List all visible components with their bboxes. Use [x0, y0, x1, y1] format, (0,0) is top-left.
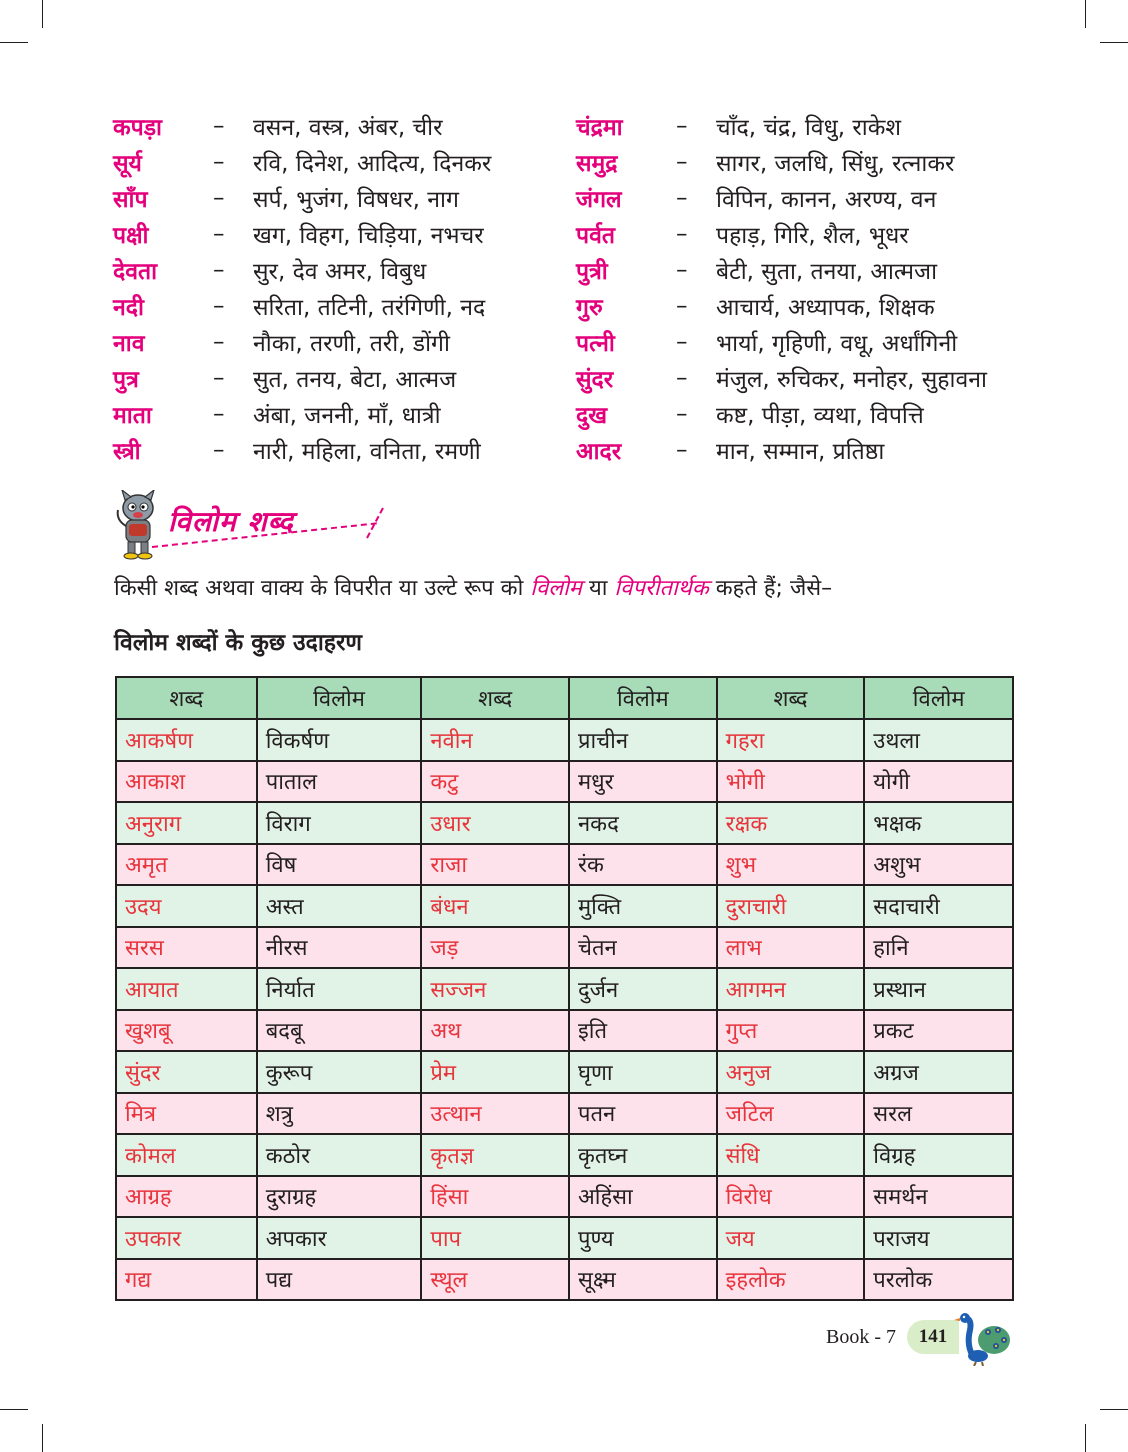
- antonym-cell: चेतन: [569, 927, 717, 969]
- synonym-row: [576, 180, 987, 216]
- synonym-dash: –: [676, 257, 688, 283]
- table-row: [116, 1051, 1013, 1093]
- antonym-cell: प्राचीन: [569, 719, 717, 761]
- synonym-list: सुर, देव अमर, विबुध: [253, 259, 427, 285]
- synonym-row: [113, 180, 491, 216]
- synonym-list: आचार्य, अध्यापक, शिक्षक: [716, 295, 935, 321]
- word-cell: सरस: [116, 927, 257, 969]
- synonym-word: देवता: [113, 259, 158, 285]
- table-row: [116, 1093, 1013, 1135]
- antonym-cell: बदबू: [257, 1010, 422, 1052]
- crop-mark: [42, 1424, 43, 1452]
- antonym-cell: मुक्ति: [569, 885, 717, 927]
- table-row: [116, 719, 1013, 761]
- synonym-list: सुत, तनय, बेटा, आत्मज: [253, 367, 457, 393]
- antonym-cell: परलोक: [864, 1259, 1013, 1301]
- synonym-row: [113, 108, 491, 144]
- word-cell: संधि: [717, 1134, 865, 1176]
- antonym-cell: अग्रज: [864, 1051, 1013, 1093]
- synonym-word: माता: [113, 403, 152, 429]
- synonym-list: सरिता, तटिनी, तरंगिणी, नद: [253, 295, 486, 321]
- word-cell: नवीन: [421, 719, 569, 761]
- table-row: [116, 1176, 1013, 1218]
- synonym-word: नदी: [113, 295, 144, 321]
- word-cell: सुंदर: [116, 1051, 257, 1093]
- table-header-row: [116, 677, 1013, 719]
- synonym-dash: –: [676, 437, 688, 463]
- synonym-list: मान, सम्मान, प्रतिष्ठा: [716, 439, 885, 465]
- synonym-dash: –: [676, 185, 688, 211]
- cartoon-cat-mascot-icon: [112, 490, 164, 560]
- synonym-word: दुख: [576, 403, 608, 429]
- column-header: शब्द: [717, 677, 865, 719]
- word-cell: रक्षक: [717, 802, 865, 844]
- synonym-dash: –: [213, 365, 225, 391]
- synonym-word: पुत्र: [113, 367, 139, 393]
- synonym-word: नाव: [113, 331, 145, 357]
- synonym-row: [576, 288, 987, 324]
- synonym-list: खग, विहग, चिड़िया, नभचर: [253, 223, 484, 249]
- antonym-cell: विग्रह: [864, 1134, 1013, 1176]
- table-row: [116, 761, 1013, 803]
- antonym-cell: नीरस: [257, 927, 422, 969]
- synonym-row: [113, 360, 491, 396]
- synonym-list: रवि, दिनेश, आदित्य, दिनकर: [253, 151, 492, 177]
- antonym-cell: नकद: [569, 802, 717, 844]
- synonym-word: समुद्र: [576, 151, 618, 177]
- table-row: [116, 885, 1013, 927]
- synonym-row: [113, 252, 491, 288]
- synonym-list: सागर, जलधि, सिंधु, रत्नाकर: [716, 151, 955, 177]
- word-cell: सज्जन: [421, 968, 569, 1010]
- antonym-cell: निर्यात: [257, 968, 422, 1010]
- synonym-word: पक्षी: [113, 223, 149, 249]
- synonym-list: मंजुल, रुचिकर, मनोहर, सुहावना: [716, 367, 987, 393]
- antonym-cell: अशुभ: [864, 844, 1013, 886]
- word-cell: आकर्षण: [116, 719, 257, 761]
- antonym-cell: घृणा: [569, 1051, 717, 1093]
- definition-text: [114, 572, 832, 602]
- word-cell: उत्थान: [421, 1093, 569, 1135]
- definition-part: किसी शब्द अथवा वाक्य के विपरीत या उल्टे रूप को: [114, 576, 531, 601]
- word-cell: भोगी: [717, 761, 865, 803]
- synonym-row: [576, 432, 987, 468]
- word-cell: कोमल: [116, 1134, 257, 1176]
- word-cell: आयात: [116, 968, 257, 1010]
- word-cell: स्थूल: [421, 1259, 569, 1301]
- table-row: [116, 1259, 1013, 1301]
- antonym-cell: सरल: [864, 1093, 1013, 1135]
- synonym-list: नौका, तरणी, तरी, डोंगी: [253, 331, 450, 357]
- synonym-row: [576, 108, 987, 144]
- synonym-row: [113, 324, 491, 360]
- synonym-dash: –: [213, 185, 225, 211]
- synonym-list: बेटी, सुता, तनया, आत्मजा: [716, 259, 938, 285]
- crop-mark: [1100, 1409, 1128, 1410]
- definition-part: या: [581, 576, 615, 601]
- synonym-dash: –: [676, 293, 688, 319]
- antonym-cell: विराग: [257, 802, 422, 844]
- column-header: विलोम: [864, 677, 1013, 719]
- antonym-cell: प्रकट: [864, 1010, 1013, 1052]
- synonym-dash: –: [213, 149, 225, 175]
- crop-mark: [0, 1409, 28, 1410]
- synonym-row: [576, 324, 987, 360]
- word-cell: मित्र: [116, 1093, 257, 1135]
- synonym-dash: –: [213, 437, 225, 463]
- antonyms-table: [115, 676, 1014, 1301]
- synonym-list: पहाड़, गिरि, शैल, भूधर: [716, 223, 909, 249]
- word-cell: उपकार: [116, 1217, 257, 1259]
- synonym-list: विपिन, कानन, अरण्य, वन: [716, 187, 937, 213]
- synonym-dash: –: [213, 329, 225, 355]
- section-heading: [112, 490, 402, 560]
- word-cell: जटिल: [717, 1093, 865, 1135]
- synonym-word: सुंदर: [576, 367, 614, 393]
- word-cell: पाप: [421, 1217, 569, 1259]
- word-cell: कटु: [421, 761, 569, 803]
- word-cell: आगमन: [717, 968, 865, 1010]
- antonym-cell: विष: [257, 844, 422, 886]
- word-cell: उधार: [421, 802, 569, 844]
- synonym-row: [576, 360, 987, 396]
- word-cell: अनुराग: [116, 802, 257, 844]
- synonym-list: सर्प, भुजंग, विषधर, नाग: [253, 187, 459, 213]
- synonym-dash: –: [676, 113, 688, 139]
- synonym-row: [113, 216, 491, 252]
- antonym-cell: अस्त: [257, 885, 422, 927]
- antonym-cell: दुराग्रह: [257, 1176, 422, 1218]
- word-cell: उदय: [116, 885, 257, 927]
- synonym-word: कपड़ा: [113, 115, 162, 141]
- antonym-cell: रंक: [569, 844, 717, 886]
- antonym-cell: भक्षक: [864, 802, 1013, 844]
- table-row: [116, 802, 1013, 844]
- crop-mark: [1085, 0, 1086, 28]
- word-cell: राजा: [421, 844, 569, 886]
- antonym-cell: समर्थन: [864, 1176, 1013, 1218]
- table-row: [116, 844, 1013, 886]
- word-cell: बंधन: [421, 885, 569, 927]
- definition-part: कहते हैं; जैसे–: [708, 576, 833, 601]
- synonym-list: नारी, महिला, वनिता, रमणी: [253, 439, 481, 465]
- word-cell: प्रेम: [421, 1051, 569, 1093]
- table-row: [116, 927, 1013, 969]
- synonym-word: सूर्य: [113, 151, 142, 177]
- antonym-cell: सदाचारी: [864, 885, 1013, 927]
- synonym-list: कष्ट, पीड़ा, व्यथा, विपत्ति: [716, 403, 924, 429]
- section-title: विलोम शब्द: [168, 505, 294, 538]
- antonym-cell: हानि: [864, 927, 1013, 969]
- word-cell: लाभ: [717, 927, 865, 969]
- antonym-cell: दुर्जन: [569, 968, 717, 1010]
- word-cell: शुभ: [717, 844, 865, 886]
- synonym-list: भार्या, गृहिणी, वधू, अर्धांगिनी: [716, 331, 958, 357]
- synonym-dash: –: [213, 293, 225, 319]
- column-header: शब्द: [421, 677, 569, 719]
- synonym-dash: –: [676, 221, 688, 247]
- table-row: [116, 1134, 1013, 1176]
- synonym-dash: –: [676, 149, 688, 175]
- synonym-word: पत्नी: [576, 331, 615, 357]
- synonym-row: [576, 144, 987, 180]
- synonym-dash: –: [676, 329, 688, 355]
- book-label: Book - 7: [826, 1326, 896, 1348]
- antonym-cell: पाताल: [257, 761, 422, 803]
- word-cell: गद्य: [116, 1259, 257, 1301]
- synonym-row: [113, 396, 491, 432]
- synonym-word: जंगल: [576, 187, 622, 213]
- column-header: विलोम: [257, 677, 422, 719]
- antonym-cell: कठोर: [257, 1134, 422, 1176]
- table-row: [116, 1217, 1013, 1259]
- antonym-cell: कुरूप: [257, 1051, 422, 1093]
- synonym-word: स्त्री: [113, 439, 141, 465]
- table-row: [116, 1010, 1013, 1052]
- synonym-row: [113, 432, 491, 468]
- word-cell: हिंसा: [421, 1176, 569, 1218]
- synonym-row: [576, 216, 987, 252]
- word-cell: गहरा: [717, 719, 865, 761]
- synonym-list-left: [113, 108, 491, 468]
- word-cell: अमृत: [116, 844, 257, 886]
- synonym-list: वसन, वस्त्र, अंबर, चीर: [253, 115, 443, 141]
- definition-keyword: विपरीतार्थक: [614, 576, 709, 601]
- word-cell: खुशबू: [116, 1010, 257, 1052]
- antonym-cell: विकर्षण: [257, 719, 422, 761]
- synonym-list: अंबा, जननी, माँ, धात्री: [253, 403, 441, 429]
- word-cell: विरोध: [717, 1176, 865, 1218]
- word-cell: आकाश: [116, 761, 257, 803]
- synonym-word: साँप: [113, 187, 148, 213]
- antonym-cell: इति: [569, 1010, 717, 1052]
- peacock-icon: [952, 1310, 1012, 1366]
- synonym-dash: –: [213, 113, 225, 139]
- crop-mark: [1085, 1424, 1086, 1452]
- word-cell: अथ: [421, 1010, 569, 1052]
- synonym-word: पर्वत: [576, 223, 615, 249]
- word-cell: अनुज: [717, 1051, 865, 1093]
- synonym-row: [576, 252, 987, 288]
- synonym-dash: –: [213, 221, 225, 247]
- column-header: विलोम: [569, 677, 717, 719]
- antonym-cell: शत्रु: [257, 1093, 422, 1135]
- antonym-cell: प्रस्थान: [864, 968, 1013, 1010]
- antonym-cell: पतन: [569, 1093, 717, 1135]
- table-row: [116, 968, 1013, 1010]
- synonym-row: [576, 396, 987, 432]
- synonym-list: चाँद, चंद्र, विधु, राकेश: [716, 115, 902, 141]
- word-cell: गुप्त: [717, 1010, 865, 1052]
- definition-keyword: विलोम: [530, 576, 582, 601]
- word-cell: इहलोक: [717, 1259, 865, 1301]
- word-cell: जड़: [421, 927, 569, 969]
- crop-mark: [1100, 42, 1128, 43]
- synonym-dash: –: [213, 401, 225, 427]
- antonym-cell: अहिंसा: [569, 1176, 717, 1218]
- synonym-row: [113, 144, 491, 180]
- word-cell: दुराचारी: [717, 885, 865, 927]
- page-number: 141: [907, 1320, 959, 1354]
- synonym-dash: –: [676, 365, 688, 391]
- crop-mark: [0, 42, 28, 43]
- synonym-row: [113, 288, 491, 324]
- antonym-cell: पुण्य: [569, 1217, 717, 1259]
- synonym-dash: –: [213, 257, 225, 283]
- synonym-word: पुत्री: [576, 259, 608, 285]
- antonym-cell: अपकार: [257, 1217, 422, 1259]
- crop-mark: [42, 0, 43, 28]
- antonym-cell: योगी: [864, 761, 1013, 803]
- synonym-word: चंद्रमा: [576, 115, 623, 141]
- antonym-cell: कृतघ्न: [569, 1134, 717, 1176]
- examples-heading: विलोम शब्दों के कुछ उदाहरण: [114, 630, 363, 656]
- synonym-word: गुरु: [576, 295, 603, 321]
- synonym-word: आदर: [576, 439, 622, 465]
- word-cell: आग्रह: [116, 1176, 257, 1218]
- antonym-cell: पराजय: [864, 1217, 1013, 1259]
- antonym-cell: मधुर: [569, 761, 717, 803]
- word-cell: जय: [717, 1217, 865, 1259]
- antonym-cell: सूक्ष्म: [569, 1259, 717, 1301]
- antonym-cell: पद्य: [257, 1259, 422, 1301]
- synonym-list-right: [576, 108, 987, 468]
- word-cell: कृतज्ञ: [421, 1134, 569, 1176]
- antonym-cell: उथला: [864, 719, 1013, 761]
- column-header: शब्द: [116, 677, 257, 719]
- synonym-dash: –: [676, 401, 688, 427]
